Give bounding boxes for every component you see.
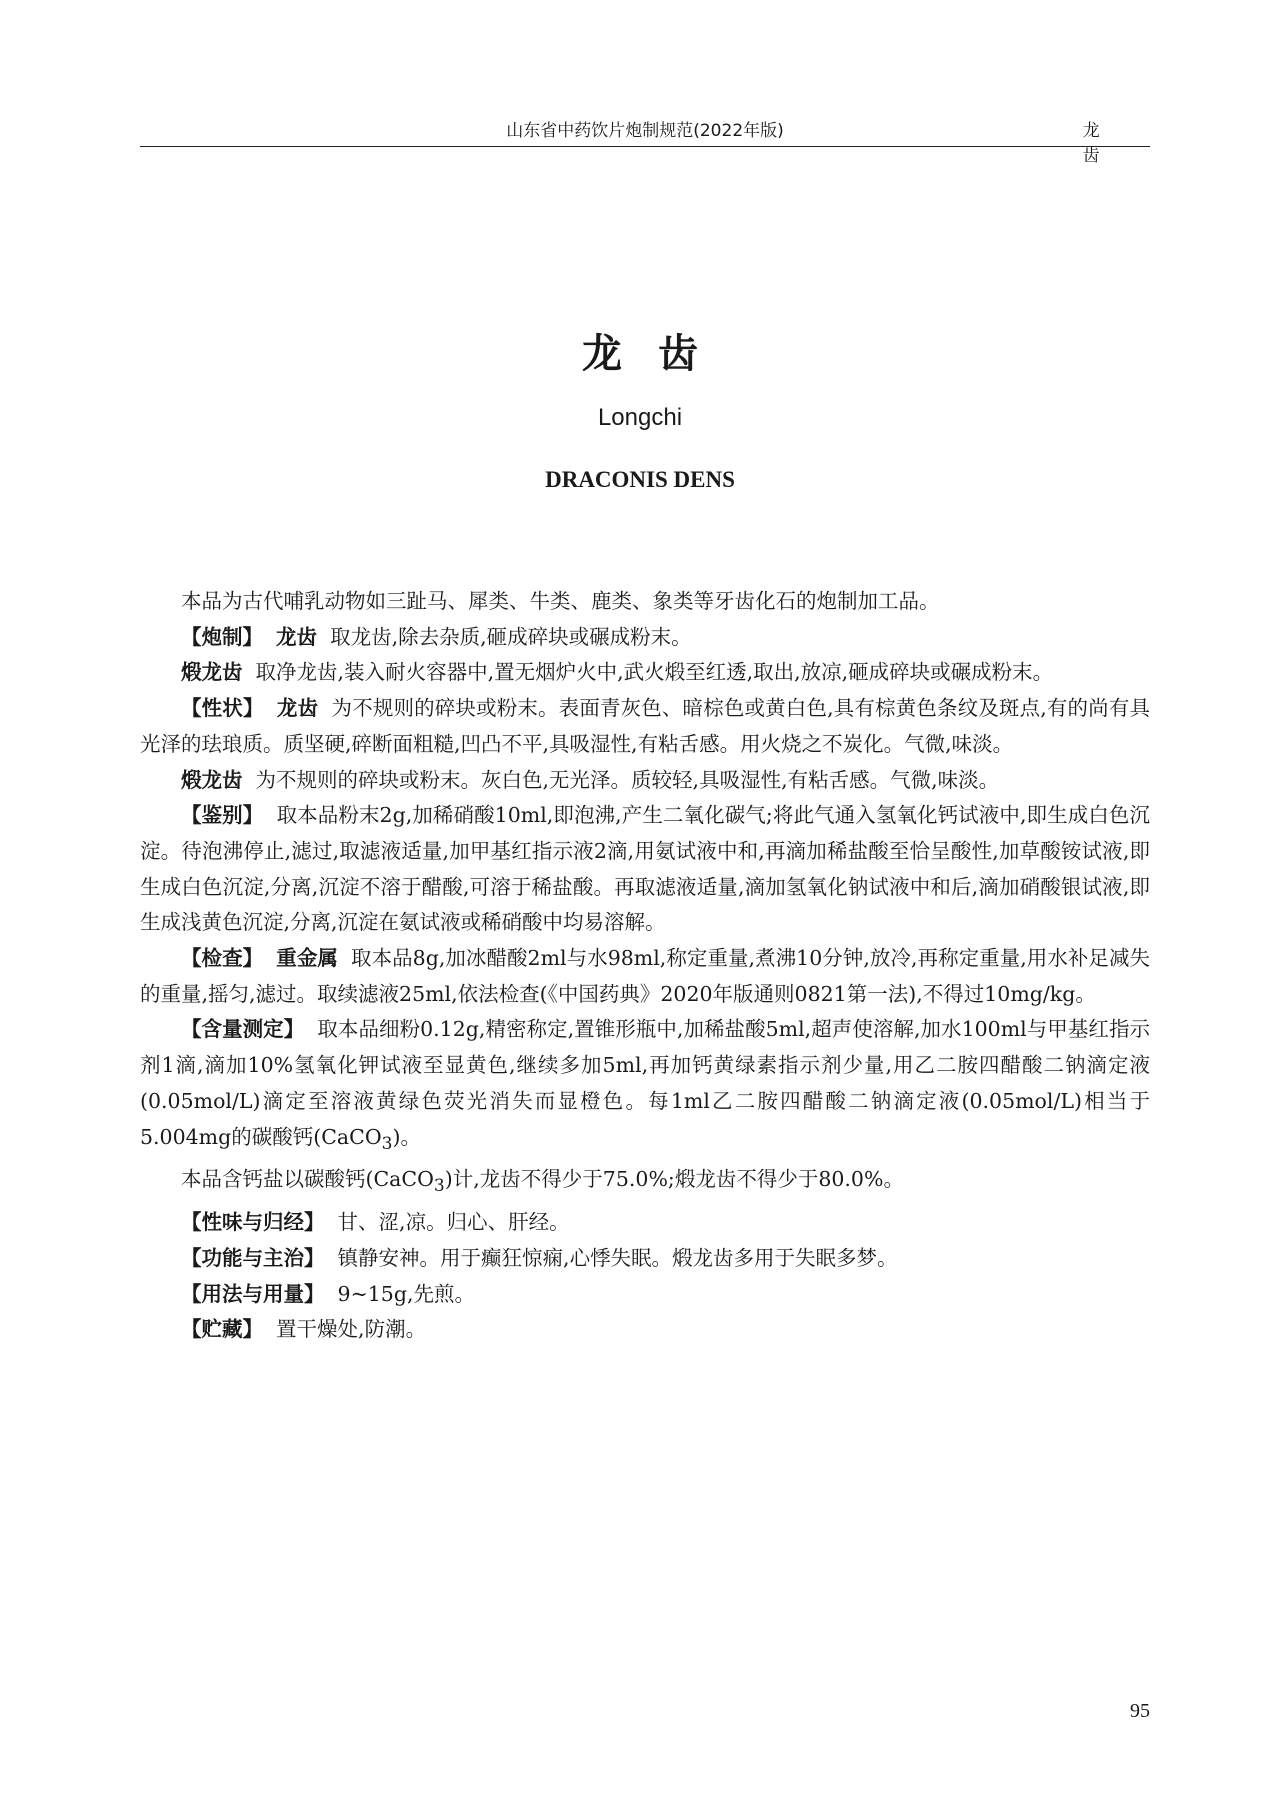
zhucang-text: 置干燥处,防潮。 (276, 1317, 427, 1342)
paozhi-paragraph (140, 620, 1150, 656)
jiancha-paragraph (140, 941, 1150, 1012)
yongfa-text: 9~15g,先煎。 (337, 1281, 475, 1306)
paozhi-duan-text: 取净龙齿,装入耐火容器中,置无烟炉火中,武火煅至红透,取出,放凉,砸成碎块或碾成粉末。 (255, 660, 1054, 685)
section-label-gongneng: 【功能与主治】 (181, 1245, 325, 1270)
keyword-duan-longchi: 煅龙齿 (181, 767, 243, 792)
subscript-3: 3 (433, 1176, 445, 1197)
jianbie-text: 取本品粉末2g,加稀硝酸10ml,即泡沸,产生二氧化碳气;将此气通入氢氧化钙试液中,即生成白色沉淀。待泡沸停止,滤过,取滤液适量,加甲基红指示液2滴,用氨试液中和,再滴加稀盐酸至恰呈酸性,加草酸铵试液,即生成白色沉淀,分离,沉淀不溶于醋酸,可溶于稀盐酸。再取滤液适量,滴加氢氧化钠试液中和后,滴加硝酸银试液,即生成浅黄色沉淀,分离,沉淀在氨试液或稀硝酸中均易溶解。 (140, 803, 1151, 935)
jianbie-paragraph (140, 798, 1150, 941)
paozhi-longchi-text: 取龙齿,除去杂质,砸成碎块或碾成粉末。 (330, 624, 692, 649)
monograph-title: 龙齿 (582, 331, 734, 377)
section-label-jianbie: 【鉴别】 (181, 803, 264, 828)
page-number: 95 (1130, 1700, 1150, 1722)
xingzhuang-longchi-text: 为不规则的碎块或粉末。表面青灰色、暗棕色或黄白色,具有棕黄色条纹及斑点,有的尚有具光泽的珐琅质。质坚硬,碎断面粗糙,凹凸不平,具吸湿性,有粘舌感。用火烧之不炭化。气微,味淡。 (140, 696, 1150, 756)
running-header (140, 112, 1150, 166)
hanliang-limit-text-a: 本品含钙盐以碳酸钙(CaCO (181, 1167, 434, 1192)
xingzhuang-paragraph (140, 691, 1150, 762)
monograph-pinyin: Longchi (597, 404, 683, 431)
jiancha-text: 取本品8g,加冰醋酸2ml与水98ml,称定重量,煮沸10分钟,放冷,再称定重量,用水补足减失的重量,摇匀,滤过。取续滤液25ml,依法检查(《中国药典》2020年版通则0821第一法),不得过10mg/kg。 (140, 946, 1151, 1006)
monograph-latin-name: DRACONIS DENS (545, 467, 735, 492)
gongneng-text: 镇静安神。用于癫狂惊痫,心悸失眠。煅龙齿多用于失眠多梦。 (337, 1245, 898, 1270)
section-label-xingzhuang: 【性状】 (181, 696, 264, 721)
running-section-name: 龙 齿 (1082, 121, 1114, 166)
paozhi-duan-paragraph (140, 655, 1150, 691)
keyword-longchi: 龙齿 (276, 696, 319, 721)
monograph-body (140, 584, 1150, 1348)
xingzhuang-duan-text: 为不规则的碎块或粉末。灰白色,无光泽。质较轻,具吸湿性,有粘舌感。气微,味淡。 (255, 767, 1000, 792)
section-label-xingwei: 【性味与归经】 (181, 1210, 325, 1235)
hanliang-text: 取本品细粉0.12g,精密称定,置锥形瓶中,加稀盐酸5ml,超声使溶解,加水100ml与甲基红指示剂1滴,滴加10%氢氧化钾试液至显黄色,继续多加5ml,再加钙黄绿素指示剂少量,用乙二胺四醋酸二钠滴定液(0.05mol/L)滴定至溶液黄绿色荧光消失而显橙色。每1ml乙二胺四醋酸二钠滴定液(0.05mol/L)相当于5.004mg的碳酸钙(CaCO (140, 1017, 1150, 1149)
keyword-longchi: 龙齿 (276, 624, 318, 649)
book-title: 山东省中药饮片炮制规范(2022年版) (506, 121, 784, 141)
zhucang-paragraph (140, 1312, 1150, 1348)
xingzhuang-duan-paragraph (140, 763, 1150, 799)
section-label-jiancha: 【检查】 (181, 946, 264, 971)
xingwei-paragraph (140, 1205, 1150, 1241)
hanliang-limit-paragraph (140, 1162, 1150, 1205)
keyword-heavy-metal: 重金属 (276, 946, 338, 971)
section-label-hanliang: 【含量测定】 (181, 1017, 305, 1042)
yongfa-paragraph (140, 1277, 1150, 1313)
section-label-paozhi: 【炮制】 (181, 624, 263, 649)
xingwei-text: 甘、涩,凉。归心、肝经。 (337, 1210, 570, 1235)
section-label-zhucang: 【贮藏】 (181, 1317, 263, 1342)
intro-paragraph: 本品为古代哺乳动物如三趾马、犀类、牛类、鹿类、象类等牙齿化石的炮制加工品。 (181, 589, 940, 613)
gongneng-paragraph (140, 1241, 1150, 1277)
section-label-yongfa: 【用法与用量】 (181, 1281, 325, 1306)
hanliang-limit-text-b: )计,龙齿不得少于75.0%;煅龙齿不得少于80.0%。 (444, 1167, 904, 1192)
hanliang-text-end: )。 (392, 1124, 422, 1149)
hanliang-paragraph (140, 1012, 1150, 1162)
keyword-duan-longchi: 煅龙齿 (181, 660, 243, 685)
subscript-3: 3 (381, 1133, 393, 1154)
